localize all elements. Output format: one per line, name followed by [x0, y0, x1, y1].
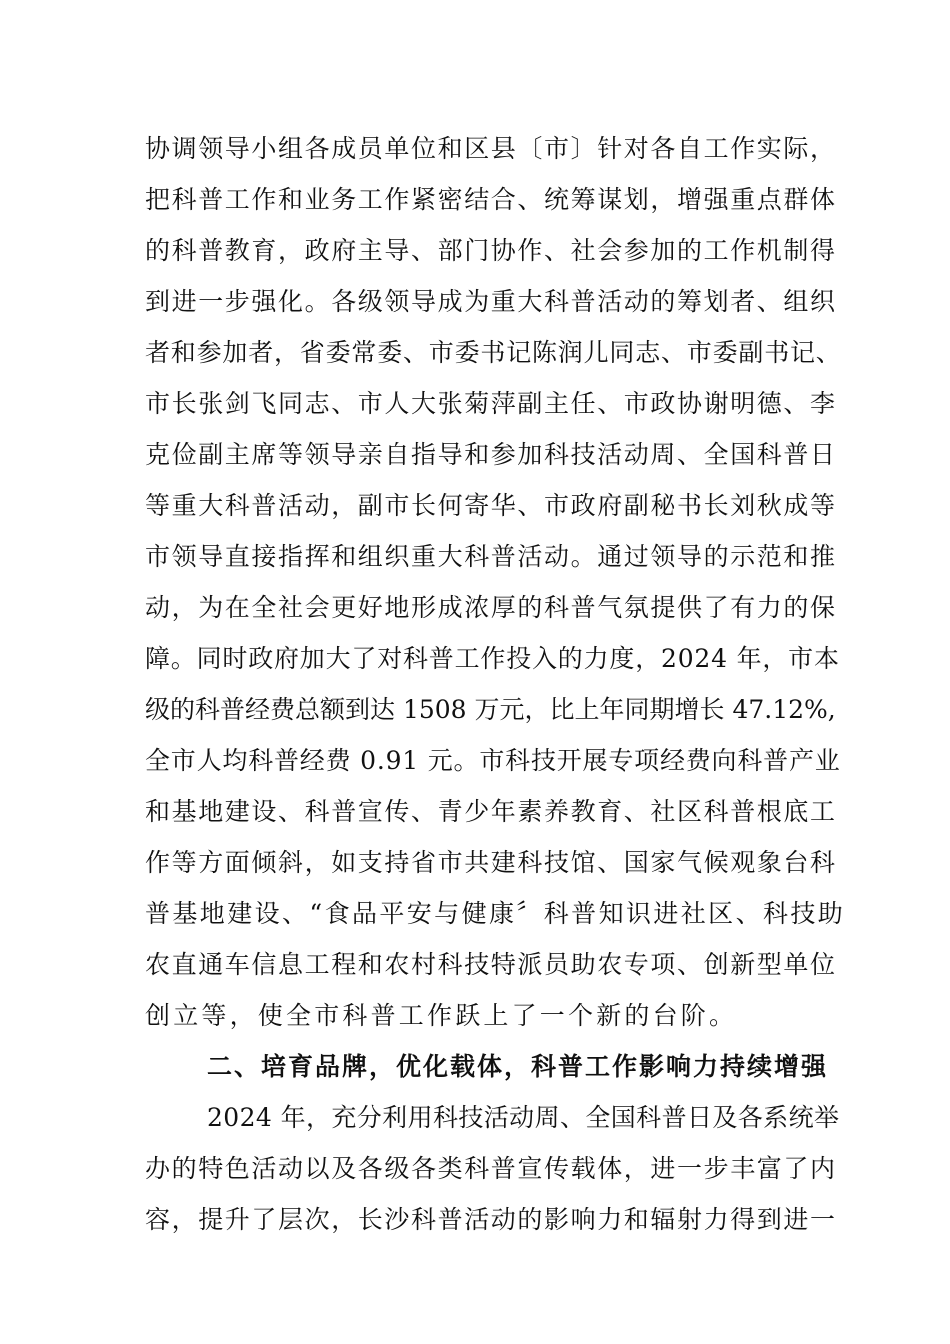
body-text-line: 的科普教育，政府主导、部门协作、社会参加的工作机制得	[145, 236, 837, 265]
body-text-line: 农直通车信息工程和农村科技特派员助农专项、创新型单位	[145, 950, 837, 979]
body-text-line: 把科普工作和业务工作紧密结合、统筹谋划，增强重点群体	[145, 185, 837, 214]
body-text-line: 创立等，使全市科普工作跃上了一个新的台阶。	[145, 1001, 738, 1030]
body-text-line: 协调领导小组各成员单位和区县〔市〕针对各自工作实际，	[145, 134, 837, 163]
body-text-line: 和基地建设、科普宣传、青少年素养教育、社区科普根底工	[145, 797, 837, 826]
body-text-line: 市长张剑飞同志、市人大张菊萍副主任、市政协谢明德、李	[145, 389, 837, 418]
section-heading: 二、培育品牌，优化载体，科普工作影响力持续增强	[207, 1052, 829, 1081]
body-text-line: 容，提升了层次，长沙科普活动的影响力和辐射力得到进一	[145, 1205, 837, 1234]
body-text-line: 克俭副主席等领导亲自指导和参加科技活动周、全国科普日	[145, 440, 837, 469]
body-text-line: 市领导直接指挥和组织重大科普活动。通过领导的示范和推	[145, 542, 837, 571]
body-text-line: 者和参加者，省委常委、市委书记陈润儿同志、市委副书记、	[145, 338, 842, 367]
body-text-line: 等重大科普活动，副市长何寄华、市政府副秘书长刘秋成等	[145, 491, 837, 520]
body-text-line: 办的特色活动以及各级各类科普宣传载体，进一步丰富了内	[145, 1154, 837, 1183]
body-text-line: 动，为在全社会更好地形成浓厚的科普气氛提供了有力的保	[145, 593, 837, 622]
body-text-line: 障。同时政府加大了对科普工作投入的力度，2024 年，市本	[145, 644, 840, 673]
body-text-line: 全市人均科普经费 0.91 元。市科技开展专项经费向科普产业	[145, 746, 841, 775]
body-text-line: 2024 年，充分利用科技活动周、全国科普日及各系统举	[207, 1103, 840, 1132]
body-text-line: 到进一步强化。各级领导成为重大科普活动的筹划者、组织	[145, 287, 837, 316]
body-text-line: 普基地建设、“食品平安与健康〞科普知识进社区、科技助	[145, 899, 846, 928]
body-text-line: 级的科普经费总额到达 1508 万元，比上年同期增长 47.12%,	[145, 695, 836, 724]
body-text-line: 作等方面倾斜，如支持省市共建科技馆、国家气候观象台科	[145, 848, 837, 877]
